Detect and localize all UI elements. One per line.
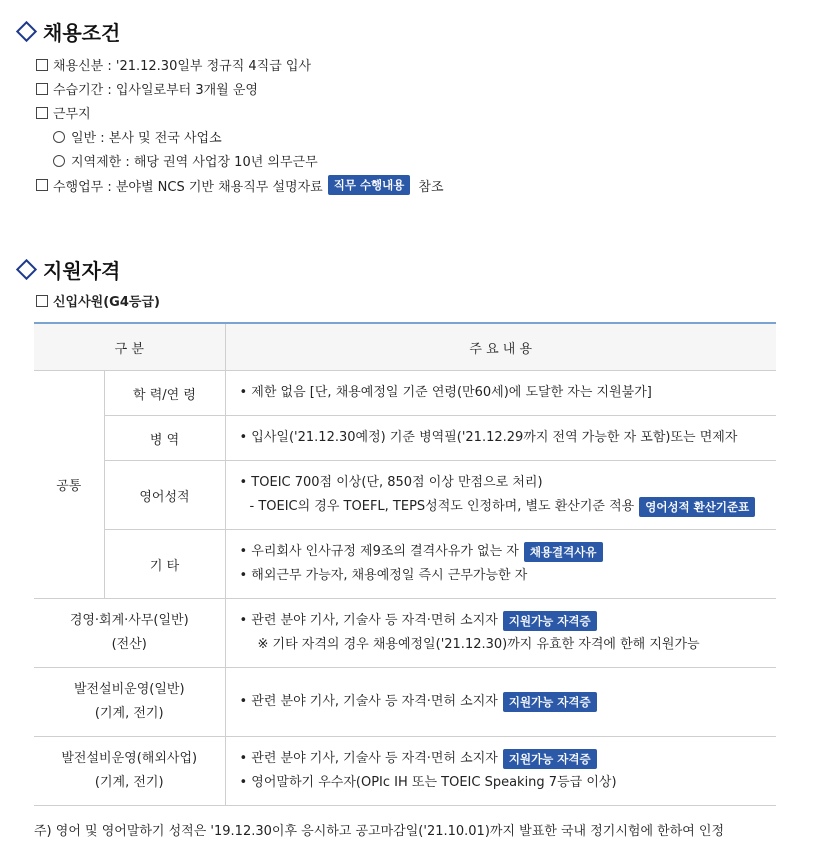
row-content-military — [225, 416, 776, 461]
content-line-text: • 우리회사 인사규정 제9조의 결격사유가 없는 자 — [239, 544, 519, 559]
job-description-button[interactable]: 직무 수행내용 — [328, 175, 411, 195]
section2-title-text: 지원자격 — [43, 259, 121, 283]
subtitle-text: 신입사원(G4등급) — [53, 295, 160, 310]
row-label-overseas — [34, 737, 225, 806]
condition-workplace — [36, 103, 91, 122]
row-content-overseas — [225, 737, 776, 806]
content-line-text: - TOEIC의 경우 TOEFL, TEPS성적도 인정하며, 별도 환산기준 적용 — [249, 499, 635, 514]
square-bullet-icon — [36, 59, 48, 71]
condition-text: 지역제한 : 해당 권역 사업장 10년 의무근무 — [71, 155, 318, 170]
table-row — [34, 530, 776, 599]
condition-workplace-general — [53, 127, 222, 146]
content-line — [240, 690, 776, 714]
row-label-plant — [34, 668, 225, 737]
square-bullet-icon — [36, 107, 48, 119]
label-line: (전산) — [111, 637, 147, 652]
condition-text: 수행업무 : 분야별 NCS 기반 채용직무 설명자료 — [53, 179, 323, 195]
content-line: ※ 기타 자격의 경우 채용예정일('21.12.30)까지 유효한 자격에 한해 지원가능 — [257, 637, 700, 652]
content-line — [240, 540, 776, 564]
disqualification-reasons-button[interactable]: 채용결격사유 — [524, 542, 603, 562]
label-line: 경영·회계·사무(일반) — [69, 613, 189, 628]
content-line-text: • 관련 분야 기사, 기술사 등 자격·면허 소지자 — [239, 751, 498, 766]
content-line: • 해외근무 가능자, 채용예정일 즉시 근무가능한 자 — [239, 568, 528, 583]
table-row — [34, 668, 776, 737]
condition-probation — [36, 79, 258, 98]
row-label-education: 학 력/연 령 — [104, 371, 225, 416]
table-row — [34, 416, 776, 461]
condition-employment-status — [36, 55, 311, 74]
subtitle-new-employee — [36, 291, 160, 310]
table-header-row — [34, 323, 776, 371]
square-bullet-icon — [36, 83, 48, 95]
section-title-qualifications — [16, 255, 120, 284]
label-line: (기계, 전기) — [94, 775, 164, 790]
condition-suffix: 참조 — [418, 179, 444, 195]
content-line: • 영어말하기 우수자(OPIc IH 또는 TOEIC Speaking 7등급 이상) — [239, 775, 617, 790]
row-content-plant — [225, 668, 776, 737]
table-row — [34, 599, 776, 668]
condition-text: 수습기간 : 입사일로부터 3개월 운영 — [53, 83, 258, 98]
eligible-certificates-button[interactable]: 지원가능 자격증 — [503, 692, 597, 712]
row-label-management — [34, 599, 225, 668]
diamond-icon — [16, 259, 37, 280]
english-conversion-button[interactable]: 영어성적 환산기준표 — [639, 497, 755, 517]
circle-bullet-icon — [53, 131, 65, 143]
circle-bullet-icon — [53, 155, 65, 167]
row-label-military: 병 역 — [104, 416, 225, 461]
condition-duties — [36, 175, 444, 195]
row-content-english — [225, 461, 776, 530]
condition-workplace-regional — [53, 151, 318, 170]
row-content-education — [225, 371, 776, 416]
header-content: 주 요 내 용 — [225, 323, 776, 371]
condition-text: 근무지 — [53, 107, 91, 122]
common-label: 공통 — [34, 371, 104, 599]
content-line-text: • 관련 분야 기사, 기술사 등 자격·면허 소지자 — [239, 694, 498, 709]
square-bullet-icon — [36, 179, 48, 191]
section1-title-text: 채용조건 — [43, 21, 121, 45]
row-label-etc: 기 타 — [104, 530, 225, 599]
table-row — [34, 737, 776, 806]
label-line: 발전설비운영(일반) — [73, 682, 185, 697]
eligible-certificates-button[interactable]: 지원가능 자격증 — [503, 611, 597, 631]
label-line: 발전설비운영(해외사업) — [61, 751, 198, 766]
square-bullet-icon — [36, 295, 48, 307]
content-line — [240, 609, 776, 633]
condition-text: 일반 : 본사 및 전국 사업소 — [71, 131, 222, 146]
content-line — [240, 495, 776, 519]
section-title-employment-conditions — [16, 17, 120, 46]
content-line-text: • 관련 분야 기사, 기술사 등 자격·면허 소지자 — [239, 613, 498, 628]
table-row — [34, 371, 776, 416]
footnote: 주) 영어 및 영어말하기 성적은 '19.12.30이후 응시하고 공고마감일('21.10.01)까지 발표한 국내 정기시험에 한하여 인정 — [34, 824, 725, 839]
table-row — [34, 461, 776, 530]
row-label-english: 영어성적 — [104, 461, 225, 530]
condition-text: 채용신분 : '21.12.30일부 정규직 4직급 입사 — [53, 59, 312, 74]
eligible-certificates-button[interactable]: 지원가능 자격증 — [503, 749, 597, 769]
qualification-table — [34, 322, 776, 806]
content-line: • TOEIC 700점 이상(단, 850점 이상 만점으로 처리) — [239, 475, 543, 490]
row-content-etc — [225, 530, 776, 599]
content-line — [240, 747, 776, 771]
header-category: 구 분 — [34, 323, 225, 371]
content-line: • 제한 없음 [단, 채용예정일 기준 연령(만60세)에 도달한 자는 지원불가] — [239, 385, 652, 400]
label-line: (기계, 전기) — [94, 706, 164, 721]
diamond-icon — [16, 21, 37, 42]
content-line: • 입사일('21.12.30예정) 기준 병역필('21.12.29까지 전역 가능한 자 포함)또는 면제자 — [239, 430, 738, 445]
row-content-management — [225, 599, 776, 668]
